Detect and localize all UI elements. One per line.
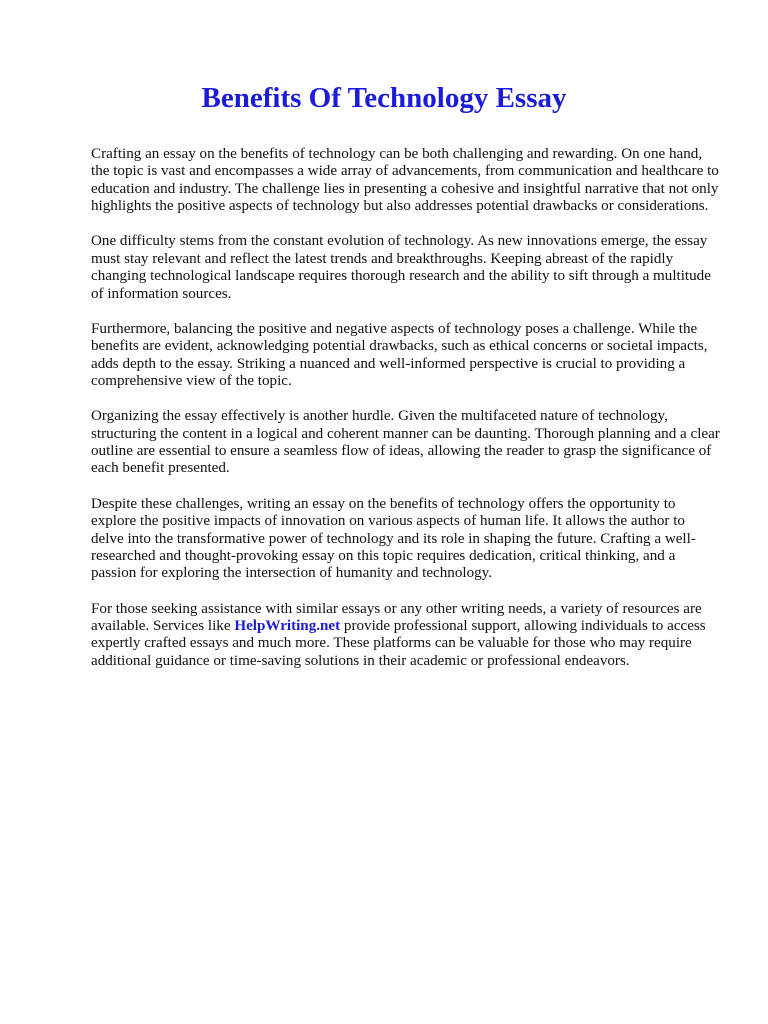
final-paragraph-intro: For those seeking assistance with similar essays or any other writing needs, a variety of resources are available. Services like [91,600,702,634]
essay-body [91,146,721,688]
document-title: Benefits Of Technology Essay [201,82,567,114]
essay-paragraph-4: Organizing the essay effectively is another hurdle. Given the multifaceted nature of technology, structuring the content in a logical and coherent manner can be daunting. Thorough planning and a clear outline are essential to ensure a seamless flow of ideas, allowing the reader to grasp the significance of each benefit presented. [91,408,720,477]
final-paragraph-rest: provide professional support, allowing individuals to access expertly crafted essays and much more. These platforms can be valuable for those who may require additional guidance or time-saving solutions in their academic or professional endeavors. [91,617,706,669]
essay-paragraph-2: One difficulty stems from the constant evolution of technology. As new innovations emerge, the essay must stay relevant and reflect the latest trends and breakthroughs. Keeping abreast of the rapidly changing technological landscape requires thorough research and the ability to sift through a multitude of information sources. [91,233,711,302]
essay-paragraph-3: Furthermore, balancing the positive and negative aspects of technology poses a challenge. While the benefits are evident, acknowledging potential drawbacks, such as ethical concerns or societal impacts, adds depth to the essay. Striking a nuanced and well-informed perspective is crucial to providing a comprehensive view of the topic. [91,320,708,390]
essay-paragraph-1: Crafting an essay on the benefits of technology can be both challenging and rewarding. On one hand, the topic is vast and encompasses a wide array of advancements, from communication and healthcare to education and industry. The challenge lies in presenting a cohesive and insightful narrative that not only highlights the positive aspects of technology but also addresses potential drawbacks or considerations. [91,146,719,215]
essay-paragraph-5: Despite these challenges, writing an essay on the benefits of technology offers the opportunity to explore the positive impacts of innovation on various aspects of human life. It allows the author to delve into the transformative power of technology and its role in shaping the future. Crafting a well-researched and thought-provoking essay on this topic requires dedication, critical thinking, and a passion for exploring the intersection of humanity and technology. [91,495,696,582]
essay-paragraph-6 [91,601,721,671]
helpwriting-link[interactable]: HelpWriting.net [234,617,341,634]
